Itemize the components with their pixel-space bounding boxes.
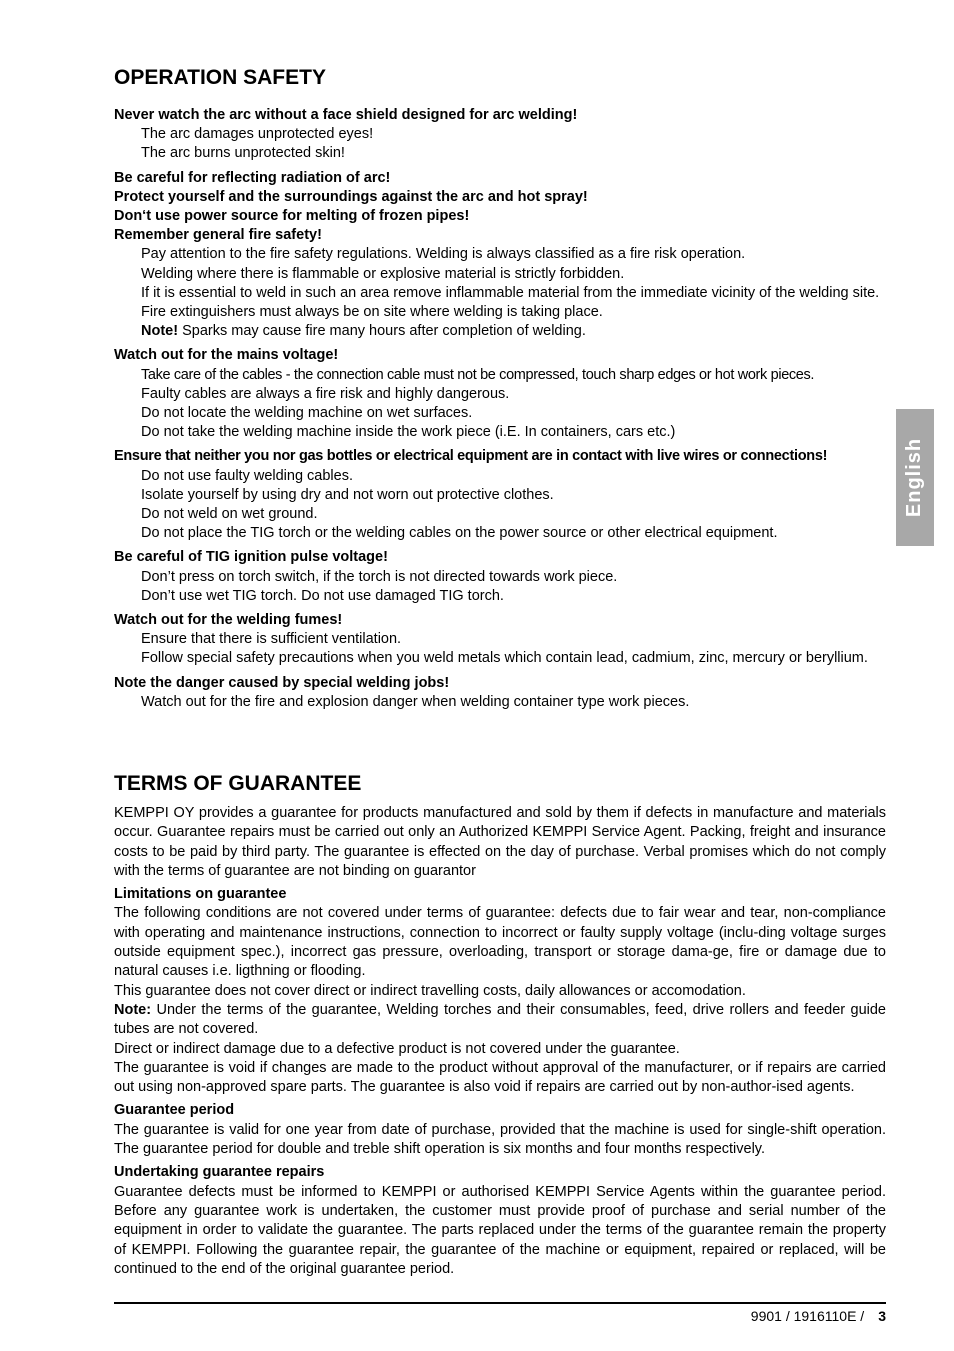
note-label: Note! xyxy=(141,323,179,340)
safety-line: Do not place the TIG torch or the welding cables on the power source or other electrical equipment. xyxy=(141,525,778,542)
language-tab xyxy=(896,409,934,546)
limitations-paragraph: The following conditions are not covered under terms of guarantee: defects due to fair wear and tear, non-compliance with operating and maintenance instructions, connection to incorrect or faulty supply voltage (inclu-ding voltage surges outside equipment spec.), incorrect gas pressure, overloading, transport or storage dama-ge, fire or damage due to natural causes i.e. ligthning or flooding. xyxy=(114,905,886,980)
safety-group-tig xyxy=(114,548,886,606)
repairs-paragraph: Guarantee defects must be informed to KEMPPI or authorised KEMPPI Service Agents within the guarantee period. Before any guarantee work is undertaken, the customer must provide proof of purchase and serial number of the equipment in order to validate the guarantee. The parts replaced under the terms of the guarantee remain the property of KEMPPI. Following the guarantee repair, the guarantee of the machine or equipment, repaired or replaced, will be continued to the end of the original guarantee period. xyxy=(114,1183,886,1277)
safety-note-line xyxy=(114,322,886,341)
safety-heading: Ensure that neither you nor gas bottles or electrical equipment are in contact with live wires or connections! xyxy=(114,448,828,465)
safety-group-contact xyxy=(114,447,886,543)
period-paragraph: The guarantee is valid for one year from date of purchase, provided that the machine is used for single-shift operation. The guarantee period for double and treble shift operation is six months and four months respectively. xyxy=(114,1121,886,1158)
limitations-paragraph: Direct or indirect damage due to a defective product is not covered under the guarantee. xyxy=(114,1040,680,1057)
safety-line: Do not weld on wet ground. xyxy=(141,506,318,523)
limitations-paragraph: This guarantee does not cover direct or indirect travelling costs, daily allowances or accomodation. xyxy=(114,982,746,999)
safety-heading: Remember general fire safety! xyxy=(114,227,322,244)
safety-line: Do not use faulty welding cables. xyxy=(141,467,353,484)
safety-heading: Be careful of TIG ignition pulse voltage! xyxy=(114,549,388,566)
safety-heading: Protect yourself and the surroundings against the arc and hot spray! xyxy=(114,188,588,205)
limitations-paragraph: The guarantee is void if changes are made to the product without approval of the manufacturer, or if repairs are carried out using non-approved spare parts. The guarantee is also void if repairs are carried out by non-author-ised agents. xyxy=(114,1059,886,1096)
safety-heading: Note the danger caused by special welding jobs! xyxy=(114,674,450,691)
limitations-note xyxy=(114,1001,886,1040)
safety-line: Follow special safety precautions when you weld metals which contain lead, cadmium, zinc, mercury or beryllium. xyxy=(141,650,868,667)
note-label: Note: xyxy=(114,1001,152,1018)
footer-rule xyxy=(114,1302,886,1304)
limitations-heading: Limitations on guarantee xyxy=(114,886,287,903)
safety-line: Watch out for the fire and explosion danger when welding container type work pieces. xyxy=(141,693,690,710)
safety-line: Do not locate the welding machine on wet surfaces. xyxy=(141,405,473,422)
operation-safety-body xyxy=(114,106,886,712)
repairs-heading: Undertaking guarantee repairs xyxy=(114,1164,325,1181)
safety-group-mains xyxy=(114,346,886,442)
note-text: Sparks may cause fire many hours after completion of welding. xyxy=(178,323,586,340)
note-text: Under the terms of the guarantee, Welding torches and their consumables, feed, drive rollers and feeder guide tubes are not covered. xyxy=(114,1001,886,1038)
period-heading: Guarantee period xyxy=(114,1102,235,1119)
safety-line: Fire extinguishers must always be on site where welding is taking place. xyxy=(141,304,603,321)
safety-line: The arc burns unprotected skin! xyxy=(141,145,345,162)
safety-heading: Watch out for the mains voltage! xyxy=(114,347,339,364)
page-number: 3 xyxy=(878,1308,886,1324)
safety-heading: Never watch the arc without a face shield designed for arc welding! xyxy=(114,107,578,123)
safety-group-arc xyxy=(114,106,886,164)
guarantee-body xyxy=(114,804,886,1279)
safety-line: Take care of the cables - the connection cable must not be compressed, touch sharp edges or hot work pieces. xyxy=(141,366,815,383)
safety-line: Do not take the welding machine inside the work piece (i.E. In containers, cars etc.) xyxy=(141,424,676,441)
operation-safety-title: OPERATION SAFETY xyxy=(114,66,326,89)
safety-heading: Don‘t use power source for melting of frozen pipes! xyxy=(114,208,470,225)
guarantee-intro: KEMPPI OY provides a guarantee for products manufactured and sold by them if defects in manufacture and materials occur. Guarantee repairs must be carried out only an Authorized KEMPPI Service Agent. Packing, freight and insurance costs to be paid by third party. The guarantee is effected on the day of purchase. Verbal promises which do not comply with the terms of guarantee are not binding on guarantor xyxy=(114,805,886,879)
safety-line: Don’t use wet TIG torch. Do not use damaged TIG torch. xyxy=(141,587,504,604)
safety-line: If it is essential to weld in such an area remove inflammable material from the immediate vicinity of the welding site. xyxy=(141,284,880,301)
doc-code: 9901 / 1916110E / xyxy=(750,1308,865,1324)
page-footer xyxy=(751,1307,886,1325)
safety-line: Pay attention to the fire safety regulations. Welding is always classified as a fire risk operation. xyxy=(141,246,746,263)
safety-line: Don’t press on torch switch, if the torch is not directed towards work piece. xyxy=(141,568,618,585)
safety-line: Welding where there is flammable or explosive material is strictly forbidden. xyxy=(141,265,625,282)
safety-group-special xyxy=(114,674,886,712)
language-tab-label: English xyxy=(903,437,926,518)
safety-heading: Watch out for the welding fumes! xyxy=(114,612,343,629)
guarantee-title: TERMS OF GUARANTEE xyxy=(114,772,362,795)
safety-line: The arc damages unprotected eyes! xyxy=(141,126,374,143)
safety-heading: Be careful for reflecting radiation of arc! xyxy=(114,169,391,186)
safety-line: Isolate yourself by using dry and not worn out protective clothes. xyxy=(141,486,554,503)
safety-line: Ensure that there is sufficient ventilation. xyxy=(141,631,402,648)
safety-group-fire xyxy=(114,169,886,342)
safety-line: Faulty cables are always a fire risk and highly dangerous. xyxy=(141,385,510,402)
safety-group-fumes xyxy=(114,611,886,669)
